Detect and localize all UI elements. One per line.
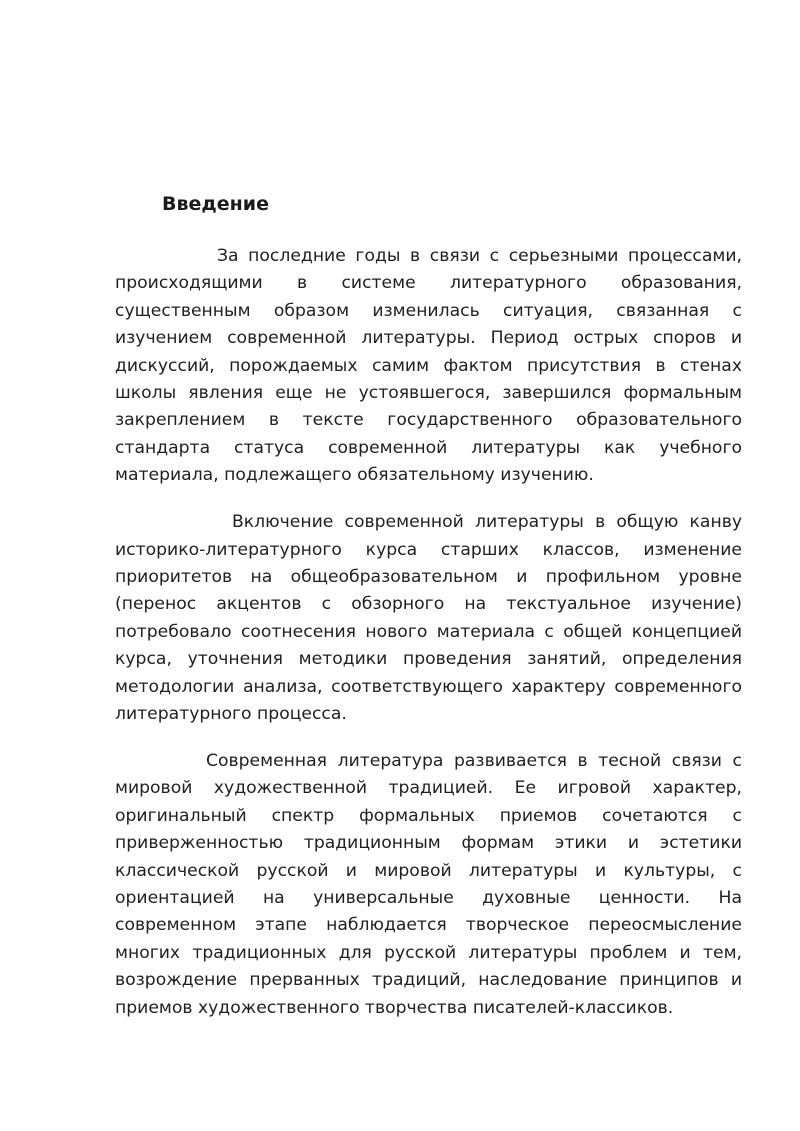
section-heading: Введение (162, 193, 269, 215)
paragraph-3: Современная литература развивается в тесной связи с мировой художественной традицией. Ее игровой характер, оригинальный спектр формальных приемов сочетаются с приверженностью традиционным формам этики и эстетики классической русской и мировой литературы и культуры, с ориентацией на универсальные духовные ценности. На современном этапе наблюдается творческое переосмысление многих традиционных для русской литературы проблем и тем, возрождение прерванных традиций, наследование принципов и приемов художественного творчества писателей-классиков. (115, 750, 742, 1018)
paragraph-1: За последние годы в связи с серьезными процессами, происходящими в системе литературного образования, существенным образом изменилась ситуация, связанная с изучением современной литературы. Период острых споров и дискуссий, порождаемых самим фактом присутствия в стенах школы явления еще не устоявшегося, завершился формальным закреплением в тексте государственного образовательного стандарта статуса современной литературы как учебного материала, подлежащего обязательному изучению. (115, 246, 742, 486)
paragraph-2: Включение современной литературы в общую канву историко-литературного курса старших классов, изменение приоритетов на общеобразовательном и профильном уровне (перенос акцентов с обзорного на текстуальное изучение) потребовало соотнесения нового материала с общей концепцией курса, уточнения методики проведения занятий, определения методологии анализа, соответствующего характеру современного литературного процесса. (115, 512, 742, 724)
body-text (115, 243, 742, 1041)
